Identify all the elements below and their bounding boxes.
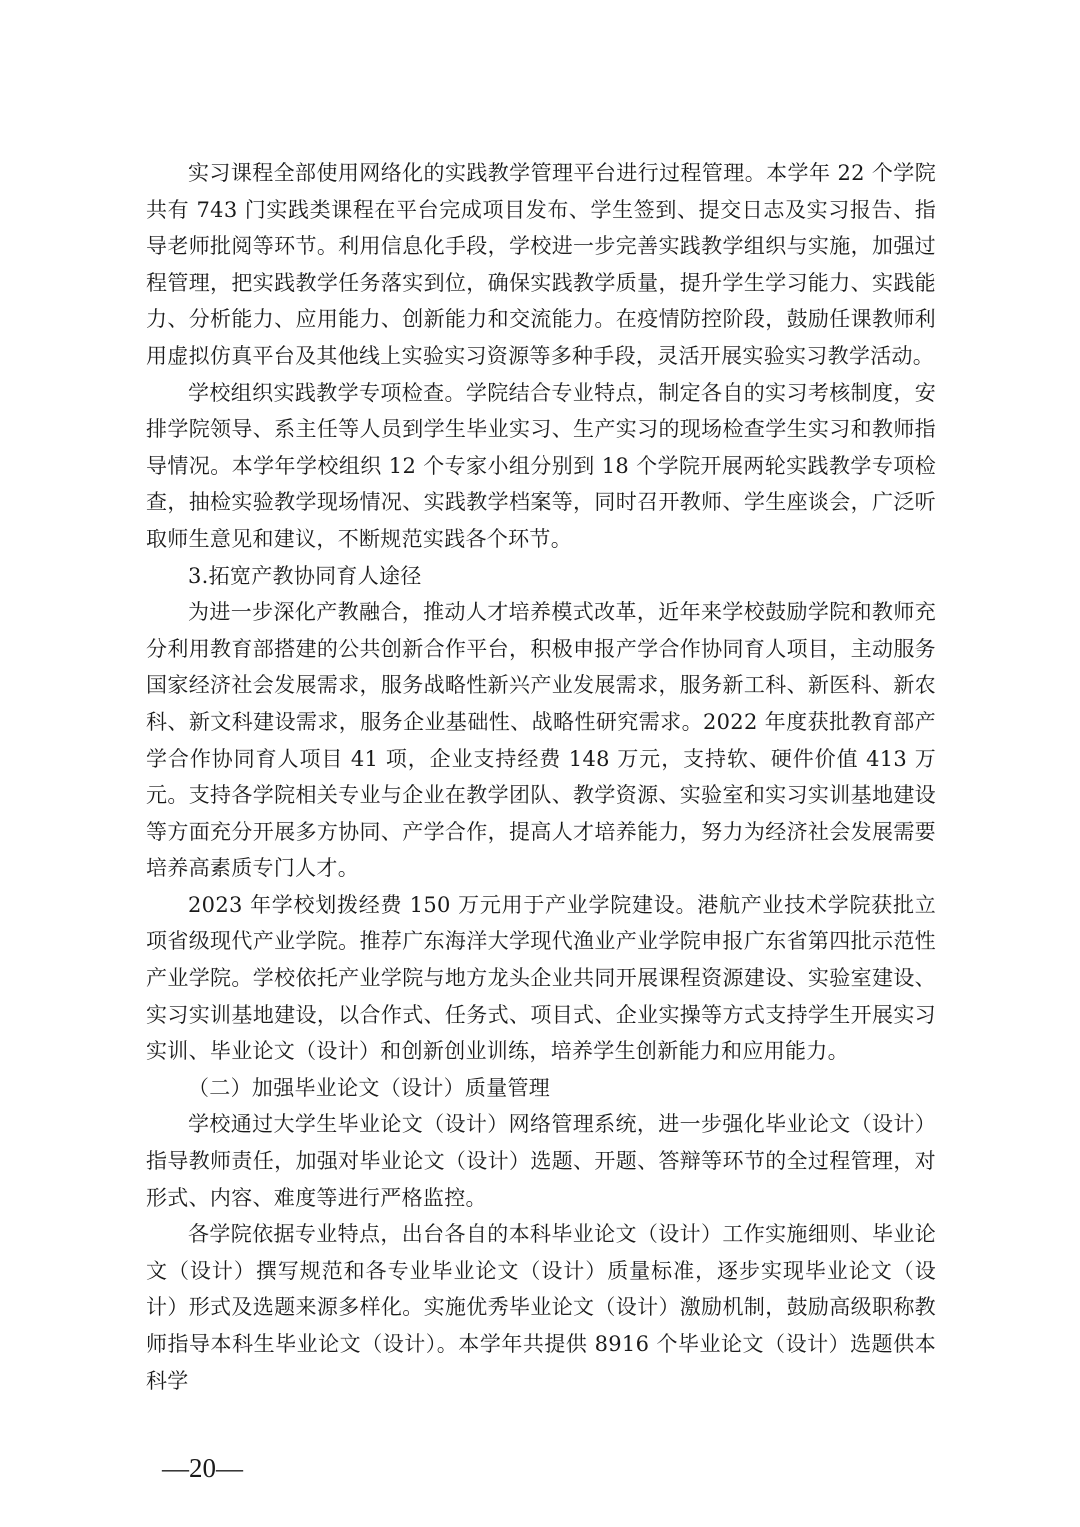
section-heading-thesis-quality: （二）加强毕业论文（设计）质量管理	[188, 1075, 551, 1100]
page-body	[146, 155, 936, 1399]
section-heading-industry-education: 3.拓宽产教协同育人途径	[188, 563, 422, 588]
page-number: —20—	[162, 1453, 243, 1483]
paragraph-thesis-standards: 各学院依据专业特点，出台各自的本科毕业论文（设计）工作实施细则、毕业论文（设计）撰写规范和各专业毕业论文（设计）质量标准，逐步实现毕业论文（设计）形式及选题来源多样化。实施优秀毕业论文（设计）激励机制，鼓励高级职称教师指导本科生毕业论文（设计）。本学年共提供 8916 个毕业论文（设计）选题供本科学	[146, 1222, 936, 1393]
paragraph-industry-college: 2023 年学校划拨经费 150 万元用于产业学院建设。港航产业技术学院获批立项省级现代产业学院。推荐广东海洋大学现代渔业产业学院申报广东省第四批示范性产业学院。学校依托产业学院与地方龙头企业共同开展课程资源建设、实验室建设、实习实训基地建设，以合作式、任务式、项目式、企业实操等方式支持学生开展实习实训、毕业论文（设计）和创新创业训练，培养学生创新能力和应用能力。	[146, 892, 936, 1064]
paragraph-practice-inspection: 学校组织实践教学专项检查。学院结合专业特点，制定各自的实习考核制度，安排学院领导、系主任等人员到学生毕业实习、生产实习的现场检查学生实习和教师指导情况。本学年学校组织 12 个专家小组分别到 18 个学院开展两轮实践教学专项检查，抽检实验教学现场情况、实践教学档案等，同时召开教师、学生座谈会，广泛听取师生意见和建议，不断规范实践各个环节。	[146, 380, 936, 551]
paragraph-practice-platform: 实习课程全部使用网络化的实践教学管理平台进行过程管理。本学年 22 个学院共有 743 门实践类课程在平台完成项目发布、学生签到、提交日志及实习报告、指导老师批阅等环节。利用信息化手段，学校进一步完善实践教学组织与实施，加强过程管理，把实践教学任务落实到位，确保实践教学质量，提升学生学习能力、实践能力、分析能力、应用能力、创新能力和交流能力。在疫情防控阶段，鼓励任课教师利用虚拟仿真平台及其他线上实验实习资源等多种手段，灵活开展实验实习教学活动。	[146, 161, 936, 368]
paragraph-thesis-system: 学校通过大学生毕业论文（设计）网络管理系统，进一步强化毕业论文（设计）指导教师责任，加强对毕业论文（设计）选题、开题、答辩等环节的全过程管理，对形式、内容、难度等进行严格监控。	[146, 1112, 936, 1210]
paragraph-industry-education: 为进一步深化产教融合，推动人才培养模式改革，近年来学校鼓励学院和教师充分利用教育部搭建的公共创新合作平台，积极申报产学合作协同育人项目，主动服务国家经济社会发展需求，服务战略性新兴产业发展需求，服务新工科、新医科、新农科、新文科建设需求，服务企业基础性、战略性研究需求。2022 年度获批教育部产学合作协同育人项目 41 项，企业支持经费 148 万元，支持软、硬件价值 413 万元。支持各学院相关专业与企业在教学团队、教学资源、实验室和实习实训基地建设等方面充分开展多方协同、产学合作，提高人才培养能力，努力为经济社会发展需要培养高素质专门人才。	[146, 600, 936, 881]
